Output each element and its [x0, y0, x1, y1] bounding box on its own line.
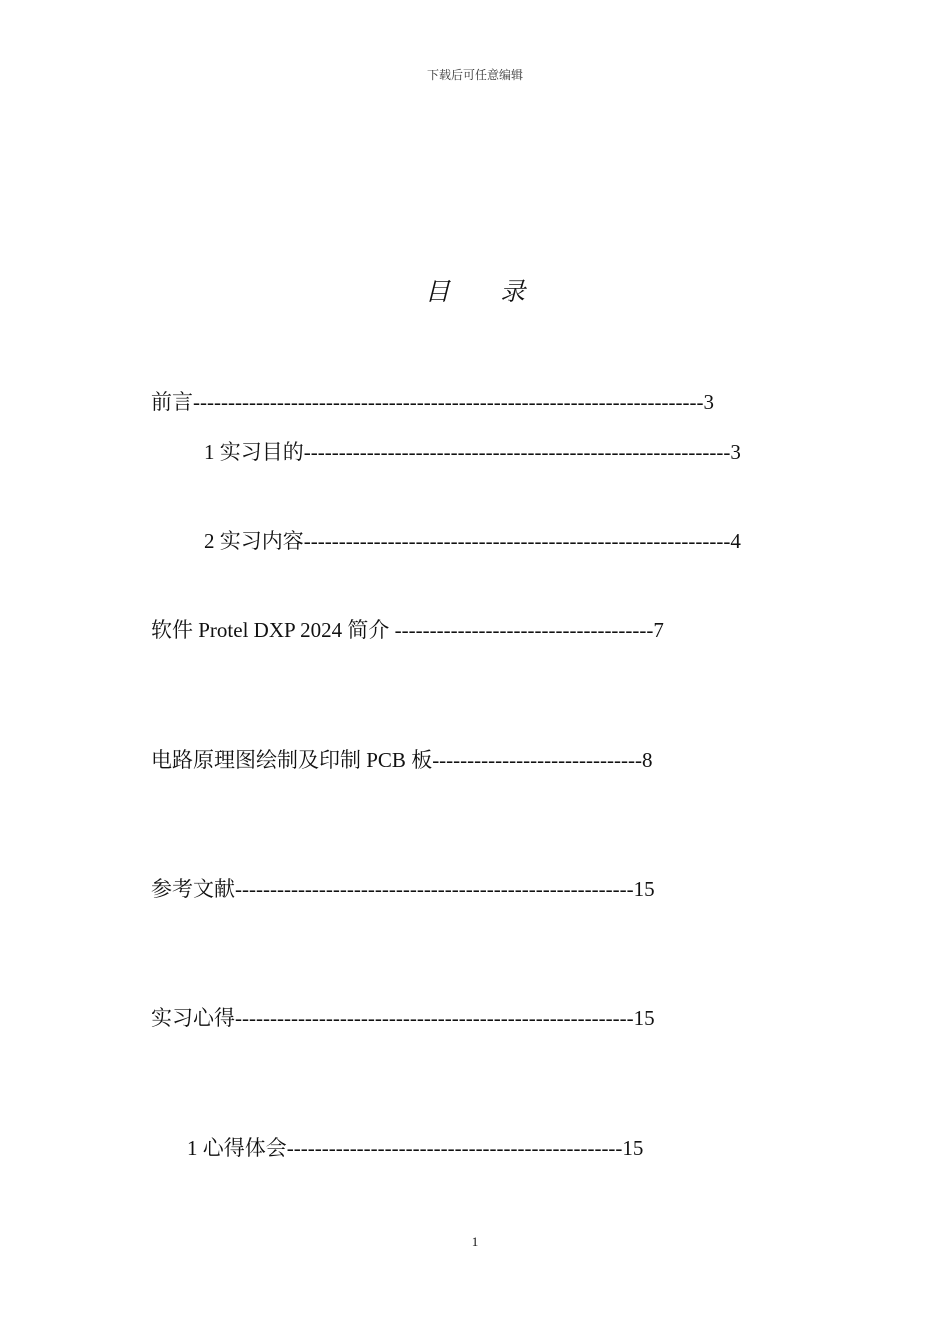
toc-entry-reflections[interactable]: 1 心得体会------------------------------------------------15	[187, 1136, 644, 1160]
toc-entry-software-intro[interactable]: 软件 Protel DXP 2024 简介 -------------------------------------7	[151, 618, 664, 642]
page-header: 下载后可任意编辑	[426, 68, 523, 82]
toc-entry-schematic-pcb[interactable]: 电路原理图绘制及印制 PCB 板------------------------------8	[151, 748, 653, 772]
toc-entry-preface[interactable]: 前言-------------------------------------------------------------------------3	[151, 390, 715, 414]
toc-entry-internship-purpose[interactable]: 1 实习目的-------------------------------------------------------------3	[204, 440, 741, 464]
toc-entry-internship-content[interactable]: 2 实习内容-------------------------------------------------------------4	[204, 529, 741, 553]
toc-entry-references[interactable]: 参考文献---------------------------------------------------------15	[151, 877, 655, 901]
toc-entry-experience[interactable]: 实习心得---------------------------------------------------------15	[151, 1006, 655, 1030]
toc-title: 目 录	[424, 279, 548, 306]
page-number: 1	[471, 1234, 479, 1249]
